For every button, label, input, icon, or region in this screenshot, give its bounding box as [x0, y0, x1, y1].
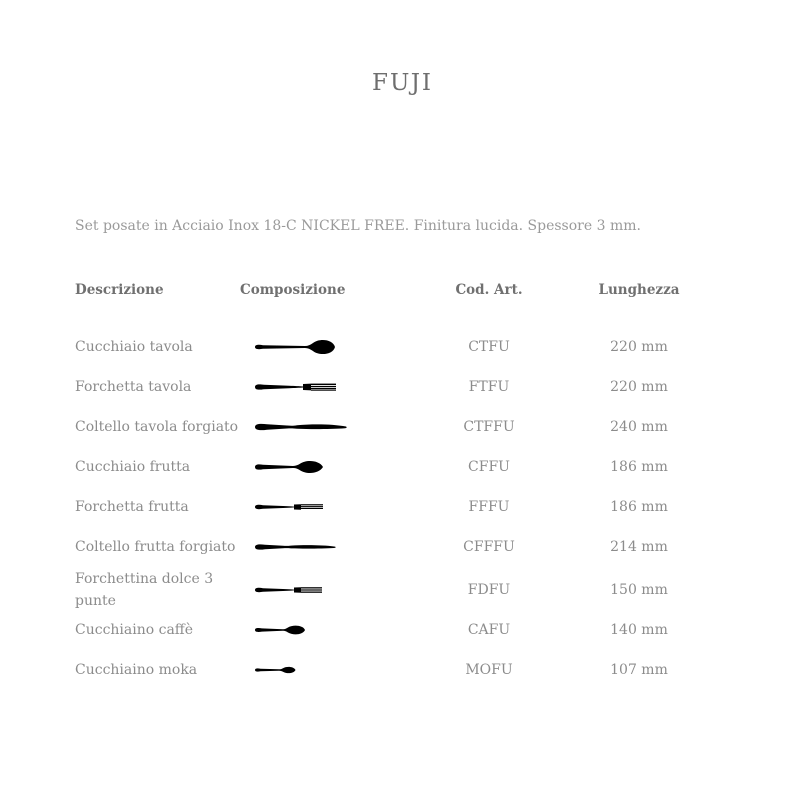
row-code: FTFU: [468, 379, 510, 395]
table-row: [75, 327, 735, 367]
row-description: Forchetta tavola: [75, 379, 192, 395]
table-knife-icon: [253, 415, 353, 439]
table-row: [75, 487, 735, 527]
row-code: CTFU: [468, 339, 510, 355]
row-length: 220 mm: [610, 379, 668, 395]
row-description: Coltello frutta forgiato: [75, 539, 236, 555]
row-length: 107 mm: [610, 662, 668, 678]
moka-spoon-icon: [253, 658, 353, 682]
row-description: Cucchiaino moka: [75, 662, 198, 678]
row-code: CTFFU: [463, 419, 515, 435]
row-length: 214 mm: [610, 539, 668, 555]
row-description: Cucchiaino caffè: [75, 622, 194, 638]
page-title: FUJI: [371, 70, 434, 96]
table-row: [75, 407, 735, 447]
row-description: Cucchiaio tavola: [75, 339, 193, 355]
row-code: FFFU: [468, 499, 510, 515]
row-description: Forchettina dolce 3 punte: [75, 571, 214, 609]
row-length: 220 mm: [610, 339, 668, 355]
table-row: [75, 527, 735, 567]
row-code: MOFU: [465, 662, 513, 678]
cutlery-table: [75, 282, 735, 678]
fruit-spoon-icon: [253, 455, 353, 479]
row-length: 240 mm: [610, 419, 668, 435]
table-row: [75, 367, 735, 407]
row-description: Cucchiaio frutta: [75, 459, 191, 475]
header-description: Descrizione: [75, 282, 164, 298]
table-spoon-icon: [253, 335, 353, 359]
table-header: [75, 282, 735, 304]
table-row: [75, 447, 735, 487]
row-description: Coltello tavola forgiato: [75, 419, 239, 435]
fruit-fork-icon: [253, 495, 353, 519]
table-row: [75, 610, 735, 650]
row-code: CAFU: [467, 622, 511, 638]
row-description: Forchetta frutta: [75, 499, 189, 515]
header-code: Cod. Art.: [455, 282, 523, 298]
row-length: 186 mm: [610, 459, 668, 475]
table-fork-icon: [253, 375, 353, 399]
cake-fork-icon: [253, 578, 353, 602]
row-length: 140 mm: [610, 622, 668, 638]
coffee-spoon-icon: [253, 618, 353, 642]
row-length: 186 mm: [610, 499, 668, 515]
table-row: [75, 650, 735, 690]
product-description: Set posate in Acciaio Inox 18-C NICKEL FREE. Finitura lucida. Spessore 3 mm.: [75, 218, 641, 234]
table-row: [75, 568, 735, 612]
header-length: Lunghezza: [598, 282, 680, 298]
row-code: CFFFU: [463, 539, 515, 555]
row-code: FDFU: [467, 582, 511, 598]
header-composition: Composizione: [240, 282, 346, 298]
fruit-knife-icon: [253, 535, 353, 559]
row-length: 150 mm: [610, 582, 668, 598]
row-code: CFFU: [468, 459, 510, 475]
